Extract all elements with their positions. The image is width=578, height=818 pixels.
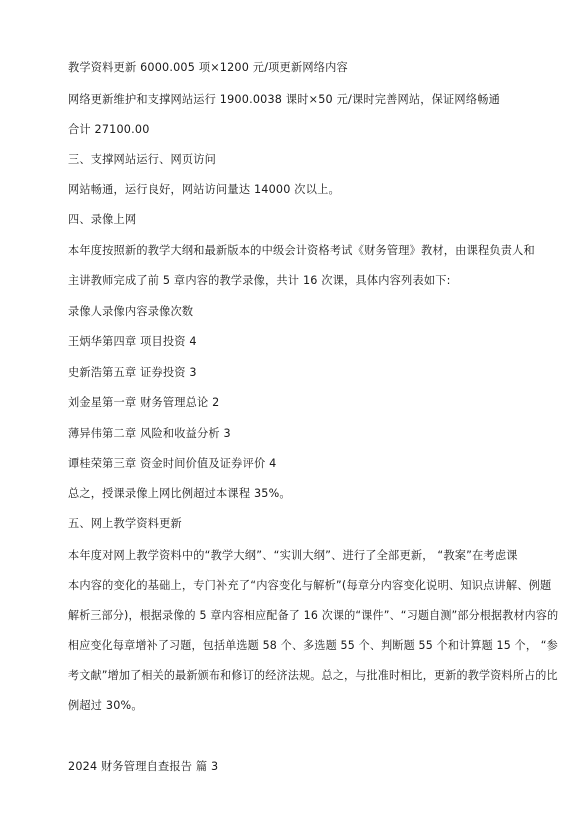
text-line-teaching-materials: 教学资料更新 6000.005 项×1200 元/项更新网络内容 xyxy=(68,61,348,74)
text-line-network-maintenance: 网络更新维护和支撑网站运行 1900.0038 课时×50 元/课时完善网站，保证网络畅通 xyxy=(68,93,500,106)
paragraph-1-line-1: 本年度按照新的教学大纲和最新版本的中级会计资格考试《财务管理》教材，由课程负责人和 xyxy=(68,244,535,257)
section-heading-5: 五、网上教学资料更新 xyxy=(68,517,182,530)
list-item: 薄异伟第二章 风险和收益分析 3 xyxy=(68,427,231,440)
paragraph-2-line-5: 考文献”增加了相关的最新颁布和修订的经济法规。总之，与批准时相比，更新的教学资料所占的比 xyxy=(68,669,558,682)
list-item: 王炳华第四章 项目投资 4 xyxy=(68,335,197,348)
text-line-website-traffic: 网站畅通，运行良好，网站访问量达 14000 次以上。 xyxy=(68,183,340,196)
paragraph-2-line-3: 解析三部分)，根据录像的 5 章内容相应配备了 16 次课的“课件”、“习题自测”部分根据教材内容的 xyxy=(68,609,559,622)
text-line-summary: 总之，授课录像上网比例超过本课程 35%。 xyxy=(68,487,291,500)
list-item: 刘金星第一章 财务管理总论 2 xyxy=(68,396,220,409)
paragraph-2-line-6: 例超过 30%。 xyxy=(68,699,143,712)
list-header: 录像人录像内容录像次数 xyxy=(68,305,194,318)
list-item: 谭桂荣第三章 资金时间价值及证券评价 4 xyxy=(68,457,277,470)
text-line-total: 合计 27100.00 xyxy=(68,123,150,136)
list-item: 史新浩第五章 证券投资 3 xyxy=(68,366,197,379)
section-heading-4: 四、录像上网 xyxy=(68,213,137,226)
paragraph-2-line-4: 相应变化每章增补了习题，包括单选题 58 个、多选题 55 个、判断题 55 个和计算题 15 个， “参 xyxy=(68,639,558,652)
next-section-title: 2024 财务管理自查报告 篇 3 xyxy=(68,760,219,773)
section-heading-3: 三、支撑网站运行、网页访问 xyxy=(68,153,217,166)
paragraph-2-line-1: 本年度对网上教学资料中的“教学大纲”、“实训大纲”、进行了全部更新， “教案”在考虑课 xyxy=(68,549,518,562)
paragraph-2-line-2: 本内容的变化的基础上，专门补充了“内容变化与解析”(每章分内容变化说明、知识点讲解、例题 xyxy=(68,579,552,592)
paragraph-1-line-2: 主讲教师完成了前 5 章内容的教学录像，共计 16 次课，具体内容列表如下: xyxy=(68,274,451,287)
